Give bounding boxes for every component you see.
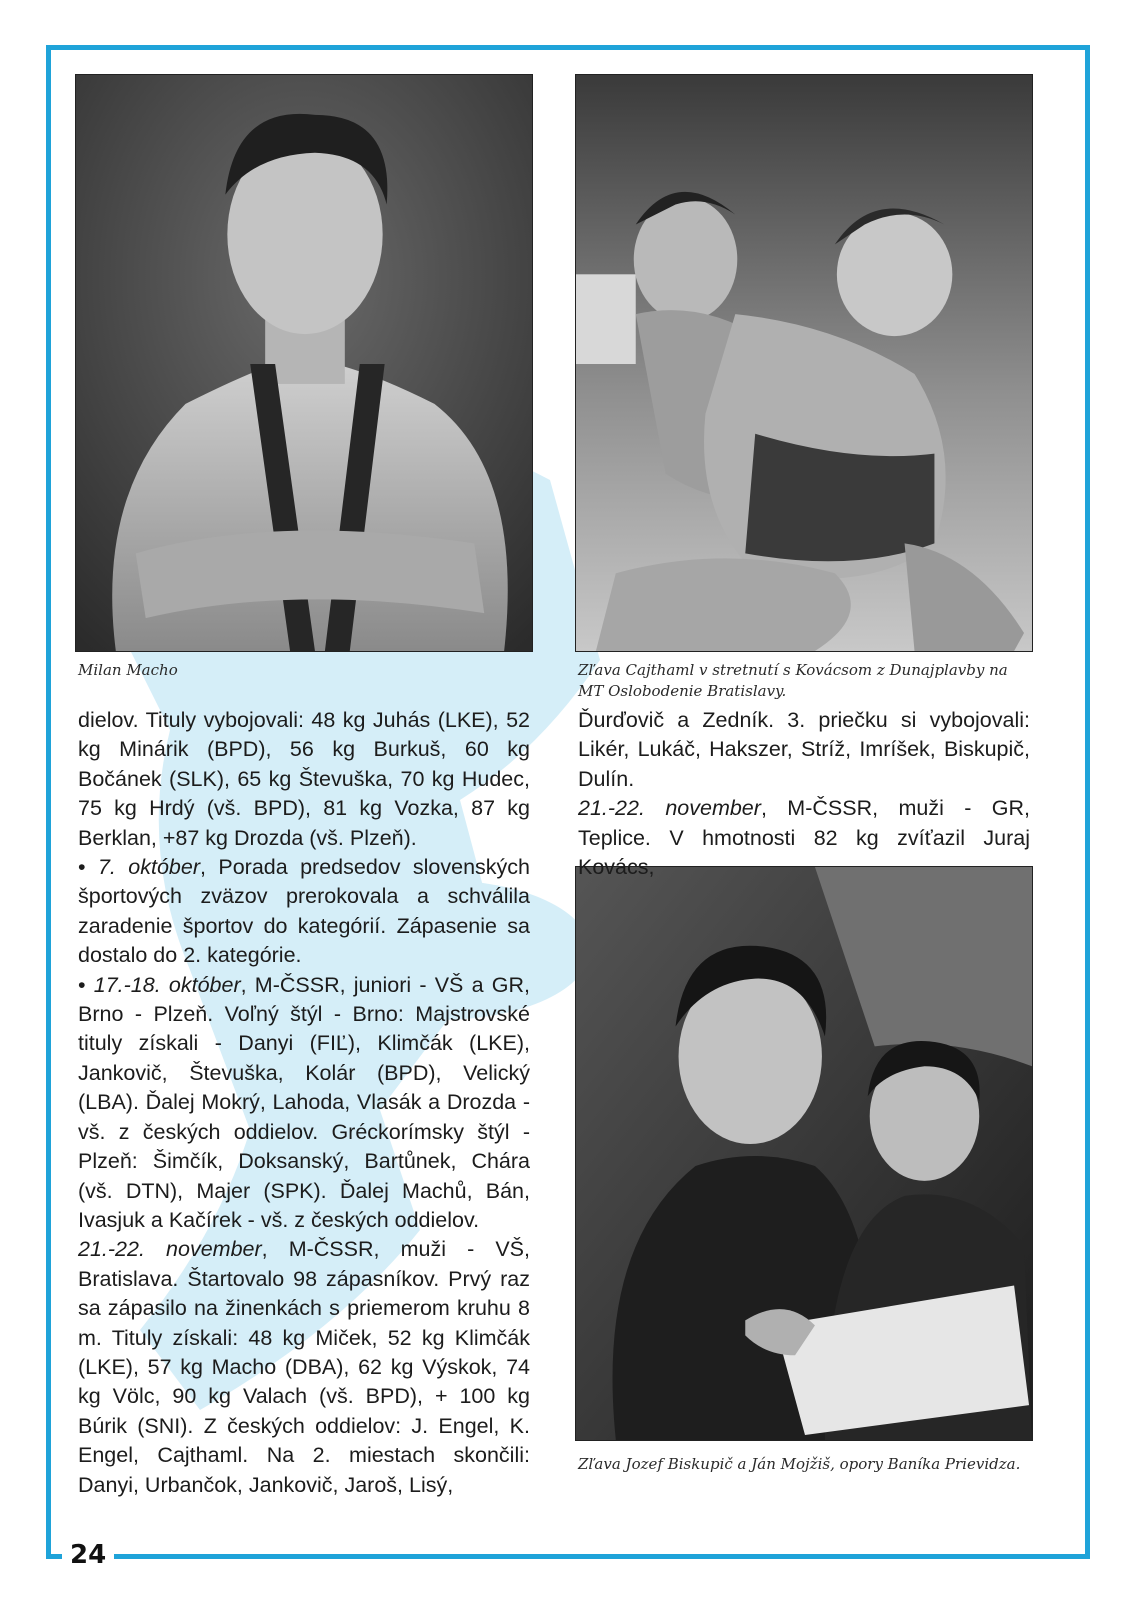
photo-biskupic-mojzis bbox=[575, 866, 1033, 1441]
paragraph-7-oktober: • 7. október, Porada predsedov slovenských športových zväzov prerokovala a schválila zaradenie športov do kategórií. Zápasenie sa dostalo do 2. kategórie. bbox=[78, 855, 530, 968]
paragraph-third-place: Ďurďovič a Zedník. 3. priečku si vybojovali: Likér, Lukáč, Hakszer, Stríž, Imríšek, Biskupič, Dulín. bbox=[578, 708, 1030, 791]
caption-cajthaml-kovacs: Zľava Cajthaml v stretnutí s Kovácsom z Dunajplavby na MT Oslobodenie Bratislavy. bbox=[578, 661, 1008, 700]
date-21-22-november-gr: 21.-22. november bbox=[578, 796, 761, 821]
photo-cajthaml-kovacs bbox=[575, 74, 1033, 652]
photo-milan-macho bbox=[75, 74, 533, 652]
paragraph-21-22-november-gr: 21.-22. november, M-ČSSR, muži - GR, Teplice. V hmotnosti 82 kg zvíťazil Juraj Kovács, bbox=[578, 796, 1031, 880]
date-21-22-november: 21.-22. november bbox=[78, 1237, 262, 1262]
page-number: 24 bbox=[62, 1535, 114, 1575]
caption-milan-macho: Milan Macho bbox=[78, 661, 178, 679]
date-7-oktober: 7. október bbox=[97, 855, 200, 880]
paragraph-17-18-oktober: • 17.-18. október, M-ČSSR, juniori - VŠ a GR, Brno - Plzeň. Voľný štýl - Brno: Majstrovské tituly získali - Danyi (FIĽ), Klimčák (LKE), Jankovič, Števuška, Kolár (BPD), Velický (LBA). Ďalej Mokrý, Lahoda, Vlasák a Drozda - vš. z českých oddielov. Gréckorímsky štýl - Plzeň: Šimčík, Doksanský, Bartůnek, Chára (vš. DTN), Majer (SPK). Ďalej Machů, Bán, Ivasjuk a Kačírek - vš. z českých oddielov. bbox=[78, 972, 530, 1232]
date-17-18-oktober: 17.-18. október bbox=[93, 972, 241, 997]
right-text-column bbox=[578, 706, 1030, 882]
paragraph-21-22-november-vs: 21.-22. november, M-ČSSR, muži - VŠ, Bratislava. Štartovalo 98 zápasníkov. Prvý raz sa zápasilo na žinenkách s priemerom kruhu 8 m. Tituly získali: 48 kg Miček, 52 kg Klimčák (LKE), 57 kg Macho (DBA), 62 kg Výskok, 74 kg Völc, 90 kg Valach (vš. BPD), + 100 kg Búrik (SNI). Z českých oddielov: J. Engel, K. Engel, Cajthaml. Na 2. miestach skončili: Danyi, Urbančok, Jankovič, Jaroš, Lisý, bbox=[78, 1237, 530, 1497]
left-text-column bbox=[78, 706, 530, 1500]
paragraph-titles: dielov. Tituly vybojovali: 48 kg Juhás (LKE), 52 kg Minárik (BPD), 56 kg Burkuš, 60 kg Bočánek (SLK), 65 kg Števuška, 70 kg Hudec, 75 kg Hrdý (vš. BPD), 81 kg Vozka, 87 kg Berklan, +87 kg Drozda (vš. Plzeň). bbox=[78, 708, 530, 850]
caption-biskupic-mojzis: Zľava Jozef Biskupič a Ján Mojžiš, opory Baníka Prievidza. bbox=[578, 1455, 1021, 1473]
